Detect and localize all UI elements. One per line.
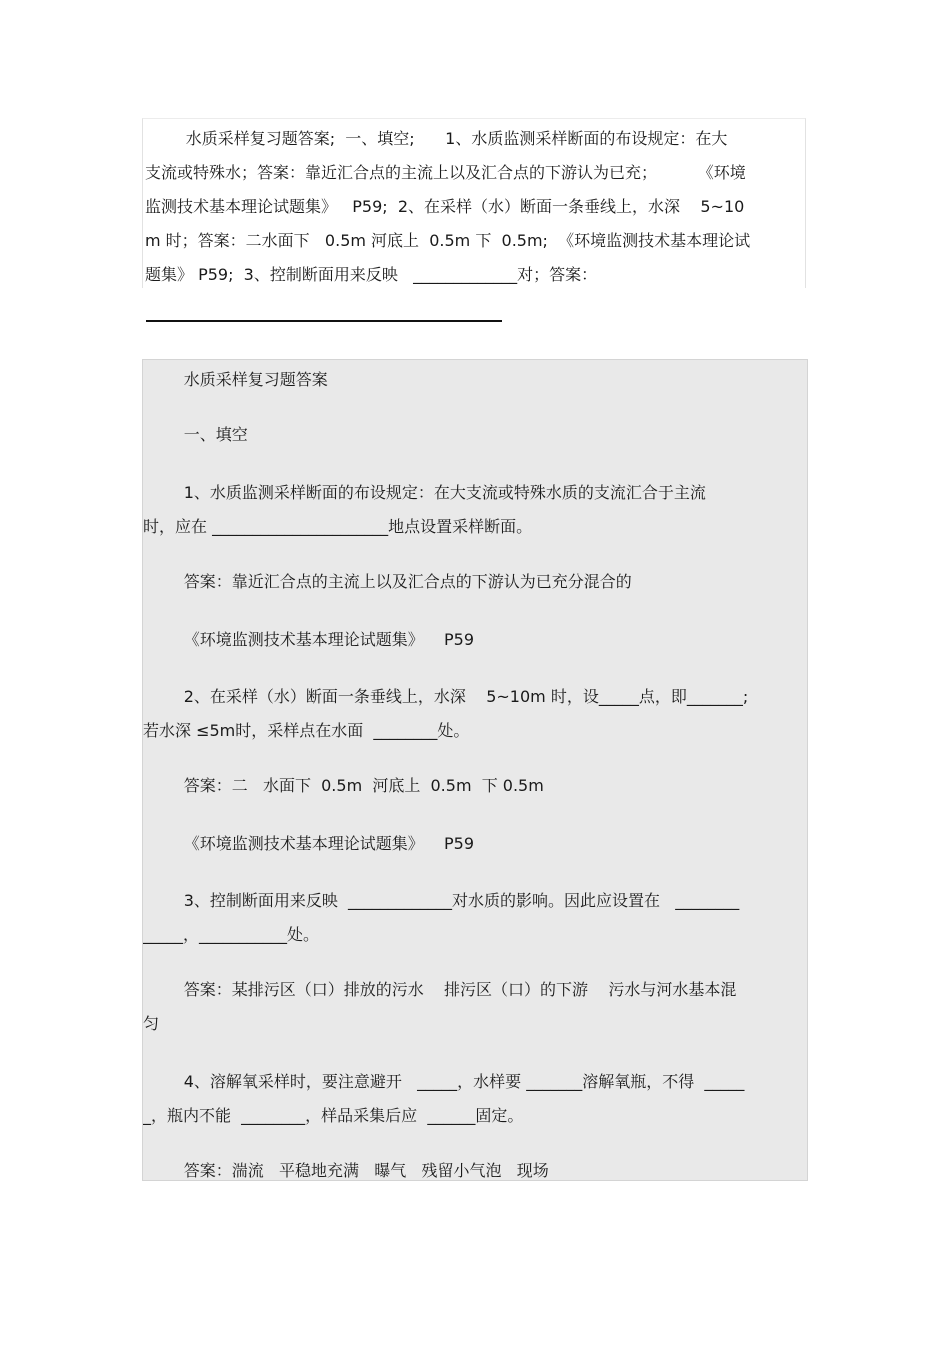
reference-line: 《环境监测技术基本理论试题集》 P59 — [143, 630, 475, 649]
answer-line: 匀 — [143, 1014, 160, 1033]
document-body — [142, 359, 808, 1181]
question-line: 1、水质监测采样断面的布设规定：在大支流或特殊水质的支流汇合于主流 — [143, 483, 706, 502]
summary-line: 支流或特殊水；答案：靠近汇合点的主流上以及汇合点的下游认为已充； 《环境 — [145, 163, 746, 182]
answer-line: 答案：二 水面下 0.5m 河底上 0.5m 下 0.5m — [143, 776, 544, 795]
answer-line: 答案：湍流 平稳地充满 曝气 残留小气泡 现场 — [143, 1161, 549, 1180]
answer-line: 答案：靠近汇合点的主流上以及汇合点的下游认为已充分混合的 — [143, 572, 632, 591]
question-line: 时，应在 ______________________地点设置采样断面。 — [143, 517, 533, 536]
section-divider — [146, 320, 502, 322]
summary-line: 水质采样复习题答案; 一、填空; 1、水质监测采样断面的布设规定：在大 — [145, 129, 728, 148]
summary-line: 监测技术基本理论试题集》 P59; 2、在采样（水）断面一条垂线上，水深 5~10 — [145, 197, 745, 216]
answer-line: 答案：某排污区（口）排放的污水 排污区（口）的下游 污水与河水基本混 — [143, 980, 737, 999]
question-line: 若水深 ≤5m时，采样点在水面 ________处。 — [143, 721, 470, 740]
document-title: 水质采样复习题答案 — [143, 370, 328, 389]
reference-line: 《环境监测技术基本理论试题集》 P59 — [143, 834, 475, 853]
question-line: 4、溶解氧采样时，要注意避开 _____，水样要 _______溶解氧瓶，不得 _____ — [143, 1072, 745, 1091]
question-line: 2、在采样（水）断面一条垂线上，水深 5~10m 时，设_____点，即_______; — [143, 687, 749, 706]
summary-box — [142, 118, 806, 288]
summary-line: 题集》 P59; 3、控制断面用来反映 _____________对；答案： — [145, 265, 598, 284]
section-heading: 一、填空 — [143, 425, 248, 444]
question-line: 3、控制断面用来反映 _____________对水质的影响。因此应设置在 ________ — [143, 891, 740, 910]
question-line: _，瓶内不能 ________，样品采集后应 ______固定。 — [143, 1106, 524, 1125]
summary-line: m 时；答案：二水面下 0.5m 河底上 0.5m 下 0.5m; 《环境监测技术基本理论试 — [145, 231, 751, 250]
question-line: _____，___________处。 — [143, 925, 320, 944]
